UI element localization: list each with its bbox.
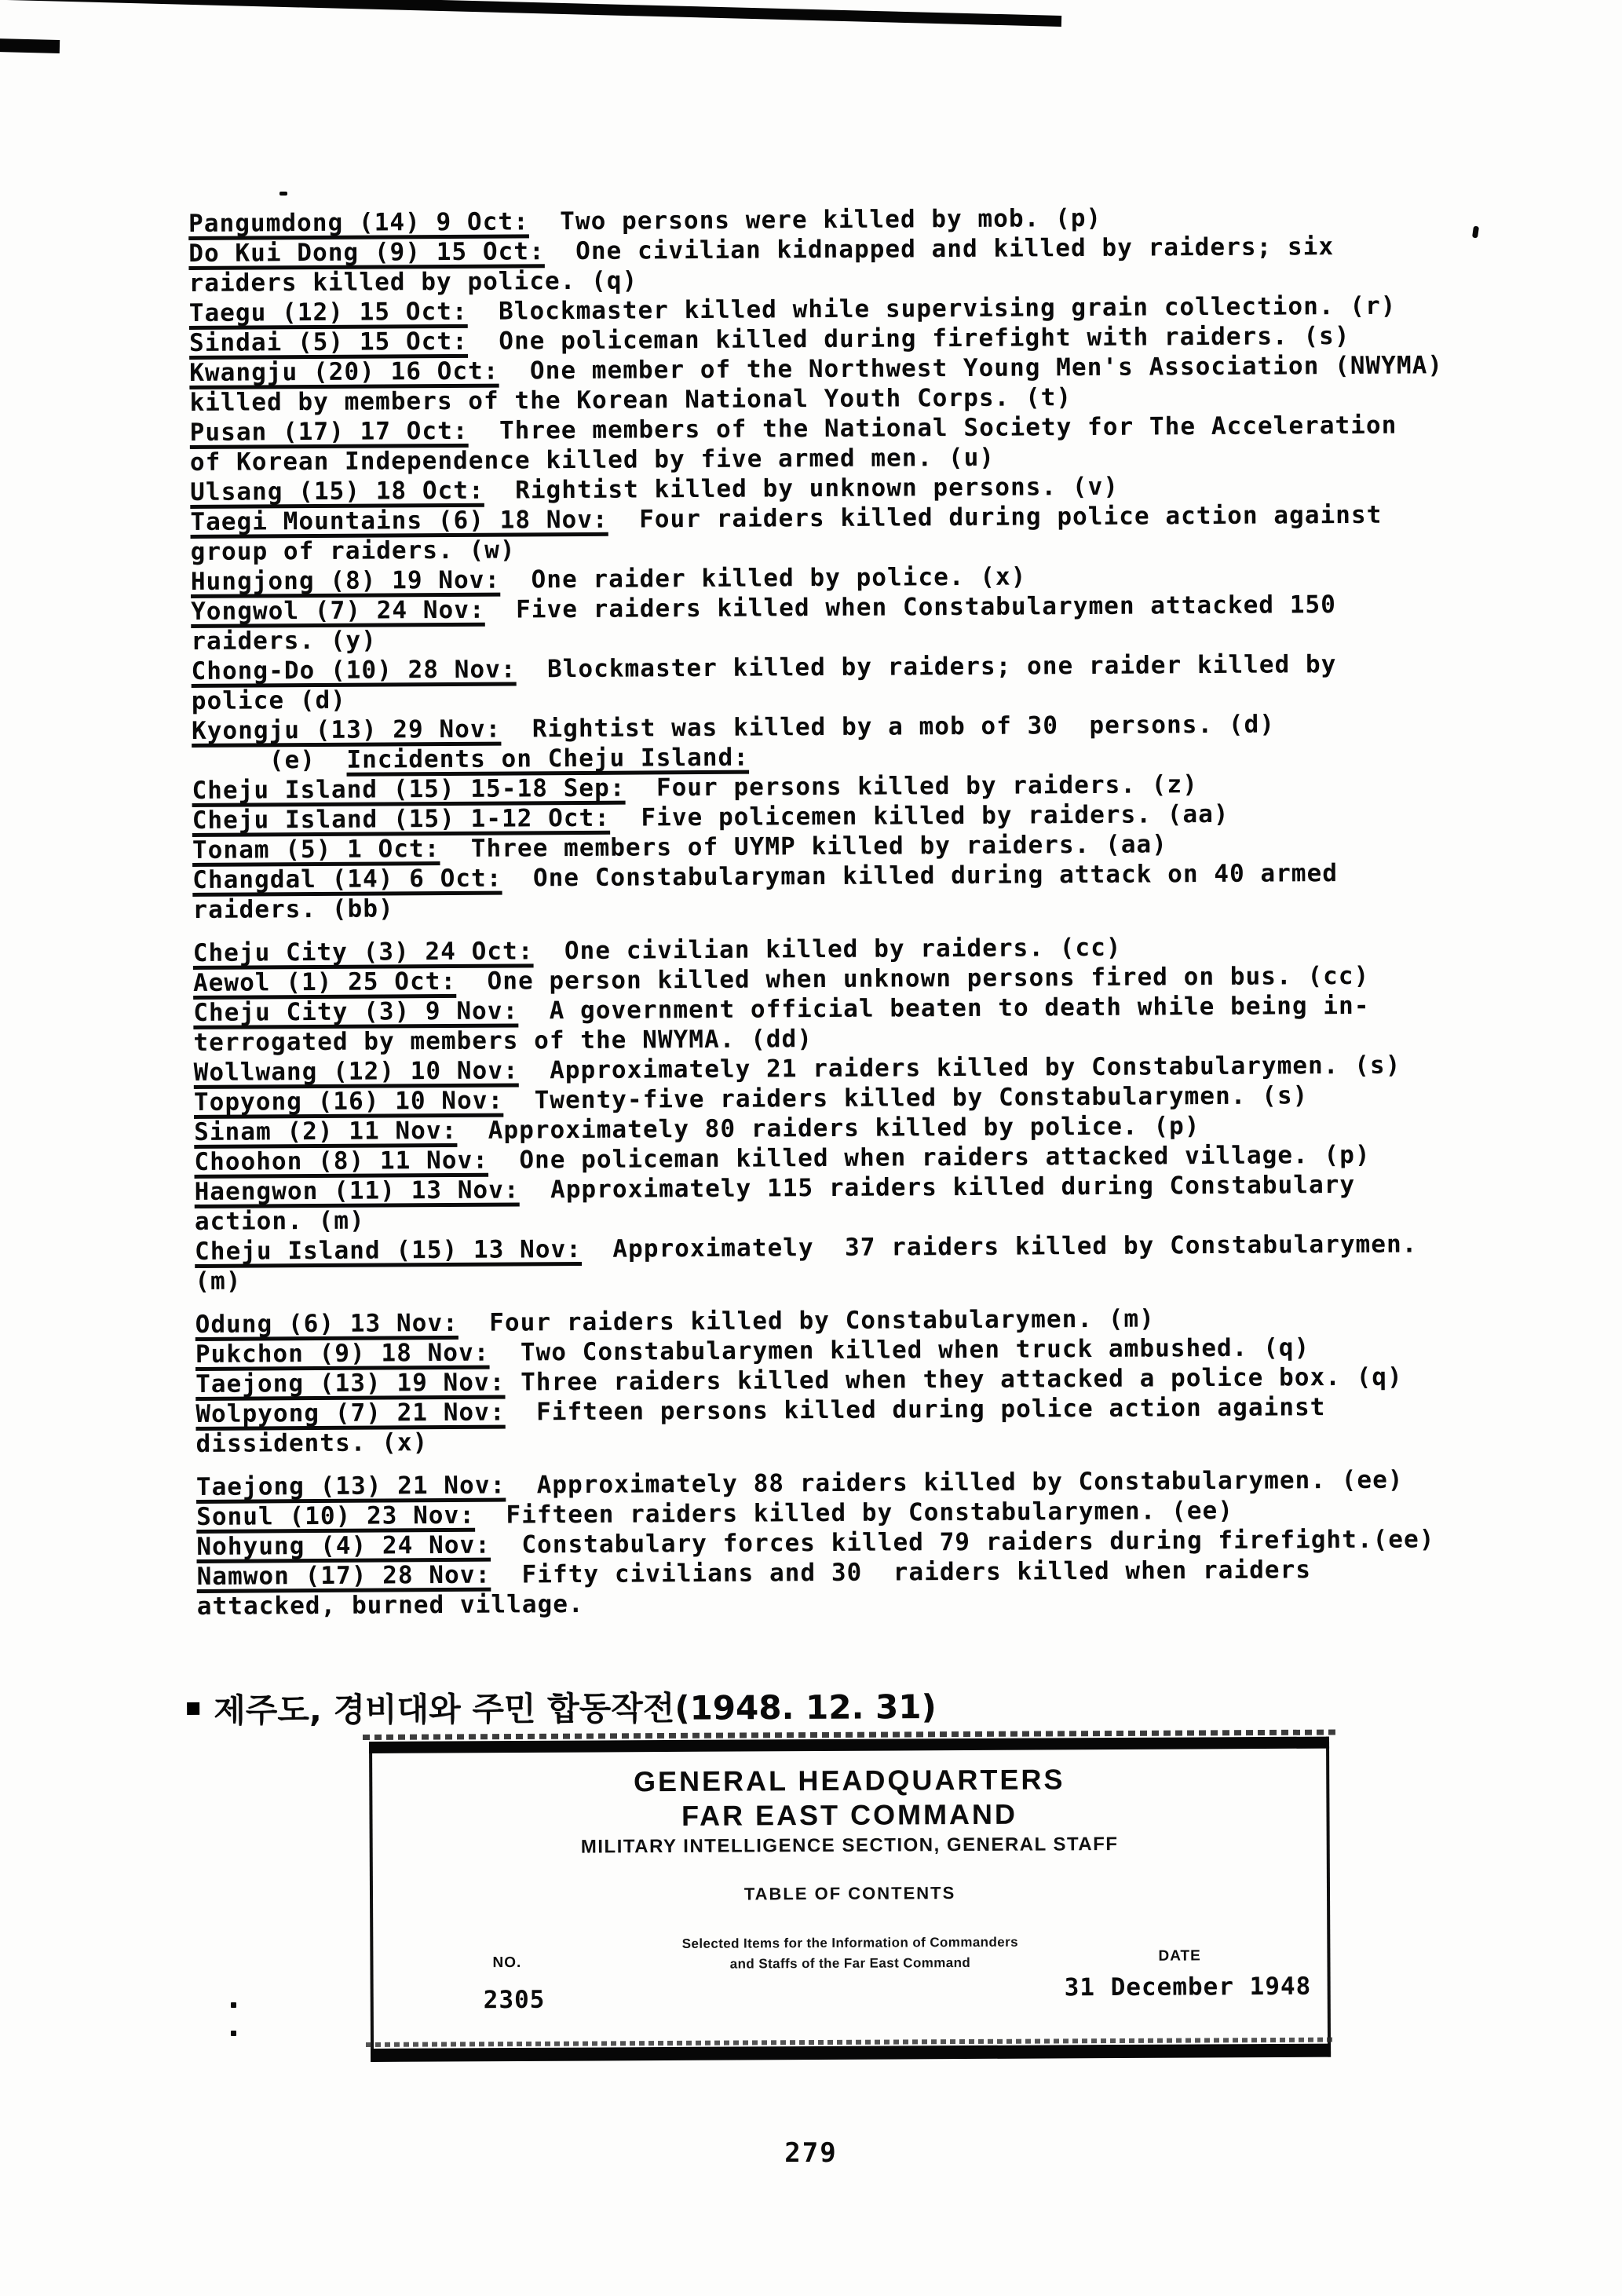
incident-text: Approximately 80 raiders killed by police. (p) — [457, 1112, 1200, 1145]
incident-heading: Sindai (5) 15 Oct: — [188, 327, 469, 357]
incident-text: Fifty civilians and 30 raiders killed when raiders — [491, 1556, 1312, 1589]
incident-text: police (d) — [191, 686, 347, 715]
incident-text: raiders killed by police. (q) — [188, 266, 638, 298]
ghq-table-of-contents-box — [369, 1737, 1331, 2062]
incident-text: A government official beaten to death while being in- — [518, 991, 1370, 1026]
incident-heading: Hungjong (8) 19 Nov: — [190, 565, 501, 596]
incident-heading: Cheju Island (15) 1-12 Oct: — [192, 803, 611, 835]
incident-heading: Wolpyong (7) 21 Nov: — [195, 1398, 506, 1428]
incident-text: killed by members of the Korean National Youth Corps. (t) — [189, 383, 1072, 417]
korean-caption-line — [187, 1680, 1286, 1732]
incident-heading: Kyongju (13) 29 Nov: — [191, 715, 502, 745]
incident-heading: Kwangju (20) 16 Oct: — [189, 356, 499, 387]
incident-heading: Pusan (17) 17 Oct: — [189, 416, 469, 447]
incident-text: One civilian kidnapped and killed by raiders; six — [544, 232, 1335, 266]
incident-heading: Topyong (16) 10 Nov: — [193, 1086, 504, 1117]
incident-heading: Choohon (8) 11 Nov: — [194, 1146, 489, 1176]
incident-heading: Tonam (5) 1 Oct: — [192, 835, 440, 865]
incident-text: One civilian killed by raiders. (cc) — [533, 933, 1122, 966]
incident-text: Two persons were killed by mob. (p) — [528, 203, 1102, 236]
number-label: NO. — [492, 1954, 522, 1972]
incident-text: One policeman killed during firefight with raiders. (s) — [467, 321, 1350, 356]
ghq-title-line3: MILITARY INTELLIGENCE SECTION, GENERAL STAFF — [580, 1834, 1119, 1858]
incident-text: Fifteen raiders killed by Constabularymen. (ee) — [474, 1496, 1234, 1530]
incident-text: Two Constabularymen killed when truck ambushed. (q) — [489, 1333, 1310, 1367]
box-bottom-border — [371, 2044, 1331, 2062]
incident-text: Five raiders killed when Constabularymen attacked 150 — [484, 590, 1337, 624]
incident-heading: Nohyung (4) 24 Nov: — [196, 1530, 491, 1561]
incident-text: Approximately 88 raiders killed by Constabularymen. (ee) — [506, 1465, 1404, 1500]
incident-heading: Taejong (13) 19 Nov: — [195, 1368, 506, 1398]
incident-list — [188, 201, 1500, 1621]
row-indent: (e) — [192, 745, 347, 775]
incident-text: Three raiders killed when they attacked a police box. (q) — [505, 1362, 1403, 1397]
incident-text: Five policemen killed by raiders. (aa) — [609, 799, 1229, 832]
incident-text: attacked, burned village. — [196, 1589, 584, 1621]
incident-heading: Namwon (17) 28 Nov: — [196, 1560, 491, 1591]
ghq-title-line1: GENERAL HEADQUARTERS — [633, 1763, 1065, 1798]
incident-text: Three members of the National Society for The Acceleration — [468, 411, 1397, 445]
incident-heading: Cheju City (3) 9 Nov: — [193, 996, 519, 1027]
incident-heading: Do Kui Dong (9) 15 Oct: — [188, 237, 545, 268]
incident-heading: Sinam (2) 11 Nov: — [194, 1116, 458, 1146]
incident-text: Rightist was killed by a mob of 30 persons. (d) — [501, 710, 1276, 744]
incident-heading: Cheju City (3) 24 Oct: — [192, 937, 534, 967]
incident-text: action. (m) — [194, 1206, 365, 1236]
table-of-contents-heading: TABLE OF CONTENTS — [743, 1883, 956, 1904]
incident-heading: Incidents on Cheju Island: — [346, 743, 750, 774]
ghq-subtitle-line1: Selected Items for the Information of Commanders — [681, 1934, 1019, 1951]
incident-text: Four persons killed by raiders. (z) — [625, 770, 1199, 803]
incident-text: Twenty-five raiders killed by Constabularymen. (s) — [503, 1081, 1309, 1115]
incident-heading: Pangumdong (14) 9 Oct: — [188, 207, 529, 238]
incident-text: Approximately 21 raiders killed by Constabularymen. (s) — [518, 1051, 1401, 1085]
date-label: DATE — [1158, 1947, 1201, 1965]
incident-text: Four raiders killed during police action against — [608, 500, 1383, 534]
incident-heading: Haengwon (11) 13 Nov: — [194, 1175, 520, 1206]
issue-date-value: 31 December 1948 — [1064, 1972, 1312, 2002]
incident-text: Fifteen persons killed during police action against — [505, 1393, 1326, 1427]
incident-heading: Wollwang (12) 10 Nov: — [193, 1056, 519, 1087]
incident-text: One Constabularyman killed during attack on 40 armed — [502, 859, 1339, 893]
incident-text: Approximately 37 raiders killed by Constabularymen. — [581, 1230, 1418, 1263]
incident-text: Four raiders killed by Constabularymen. (m) — [458, 1304, 1156, 1337]
ghq-subtitle-line2: and Staffs of the Far East Command — [729, 1954, 971, 1972]
issue-number-value: 2305 — [483, 1985, 546, 2015]
incident-heading: Cheju Island (15) 13 Nov: — [195, 1234, 583, 1266]
scan-speck — [279, 192, 287, 196]
korean-caption-text: 제주도, 경비대와 주민 합동작전(1948. 12. 31) — [214, 1687, 937, 1730]
incident-text: Approximately 115 raiders killed during Constabulary — [519, 1170, 1356, 1205]
incident-heading: Changdal (14) 6 Oct: — [192, 864, 502, 894]
incident-text: One policeman killed when raiders attacked village. (p) — [488, 1140, 1371, 1175]
bullet-square-icon — [187, 1702, 199, 1715]
incident-text: raiders. (y) — [191, 626, 378, 656]
incident-heading: Pukchon (9) 18 Nov: — [195, 1338, 490, 1369]
incident-heading: Sonul (10) 23 Nov: — [196, 1501, 476, 1531]
incident-heading: Taegi Mountains (6) 18 Nov: — [190, 505, 608, 536]
incident-text: of Korean Independence killed by five armed men. (u) — [189, 443, 995, 477]
incident-heading: Taegu (12) 15 Oct: — [188, 297, 468, 327]
incident-text: Blockmaster killed while supervising grain collection. (r) — [467, 291, 1397, 326]
incident-text: Constabulary forces killed 79 raiders during firefight.(ee) — [490, 1525, 1435, 1559]
ghq-title-line2: FAR EAST COMMAND — [681, 1797, 1018, 1832]
incident-text: group of raiders. (w) — [190, 536, 516, 566]
incident-text: Rightist killed by unknown persons. (v) — [484, 472, 1120, 505]
incident-heading: Odung (6) 13 Nov: — [195, 1308, 458, 1339]
incident-text: One member of the Northwest Young Men's Association (NWYMA) — [499, 351, 1444, 386]
scan-artifact-blob — [0, 38, 60, 53]
incident-text: One raider killed by police. (x) — [500, 562, 1027, 594]
scan-speck — [231, 2002, 236, 2008]
incident-heading: Aewol (1) 25 Oct: — [192, 967, 457, 997]
incident-heading: Taejong (13) 21 Nov: — [195, 1471, 506, 1501]
incident-heading: Ulsang (15) 18 Oct: — [190, 476, 484, 506]
incident-text: terrogated by members of the NWYMA. (dd) — [193, 1025, 813, 1057]
incident-text: One person killed when unknown persons fired on bus. (cc) — [456, 961, 1370, 996]
incident-text: (m) — [195, 1267, 242, 1296]
incident-text: raiders. (bb) — [192, 894, 394, 924]
incident-text: dissidents. (x) — [195, 1428, 429, 1458]
incident-heading: Cheju Island (15) 15-18 Sep: — [192, 773, 626, 805]
incident-text: Three members of UYMP killed by raiders. (aa) — [440, 830, 1168, 864]
incident-text: Blockmaster killed by raiders; one raider killed by — [516, 650, 1337, 684]
incident-heading: Yongwol (7) 24 Nov: — [191, 595, 485, 626]
scan-artifact-top-bar — [0, 0, 1061, 27]
incident-heading: Chong-Do (10) 28 Nov: — [191, 655, 517, 686]
page-number: 279 — [784, 2137, 838, 2169]
